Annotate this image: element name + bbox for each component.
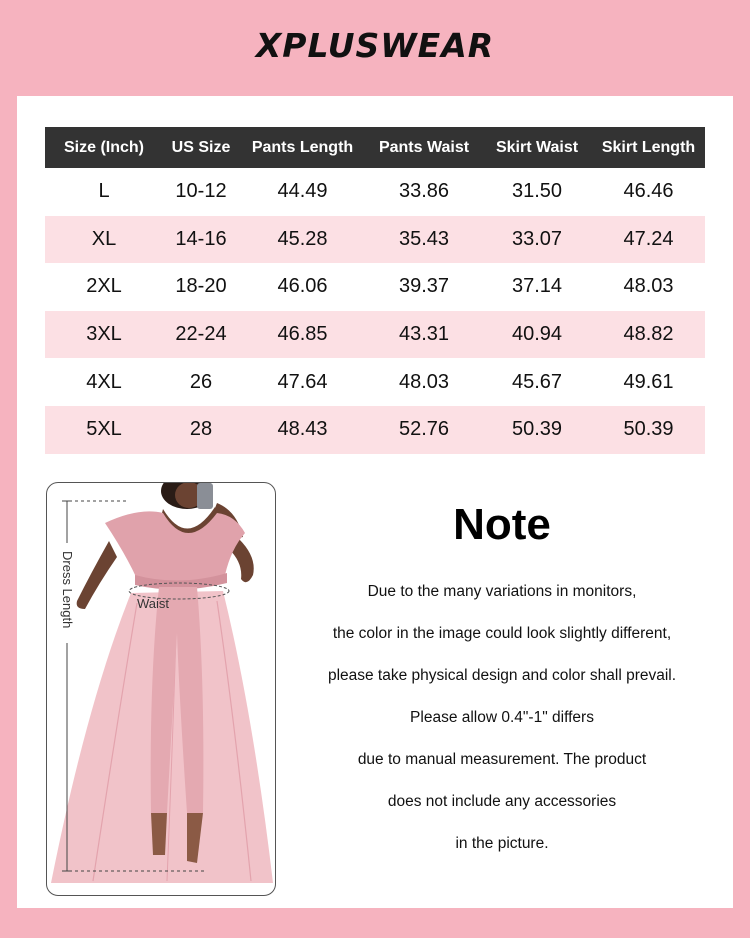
table-cell: 48.03 <box>398 370 450 393</box>
table-cell: 49.61 <box>623 370 674 393</box>
content-card <box>17 96 733 908</box>
phone-icon <box>197 483 213 509</box>
note-line: in the picture. <box>455 835 549 852</box>
note-line: due to manual measurement. The product <box>357 751 647 768</box>
table-cell: 26 <box>189 370 213 393</box>
table-cell: 35.43 <box>366 216 482 264</box>
table-header-row <box>45 127 705 168</box>
header-us-size: US Size <box>163 127 239 168</box>
note-title: Note <box>453 500 551 549</box>
table-cell: 47.24 <box>592 216 705 264</box>
header-pants-length: Pants Length <box>239 127 366 168</box>
dress-illustration <box>47 483 275 895</box>
table-row <box>45 406 705 454</box>
table-cell: 14-16 <box>163 216 239 264</box>
table-cell: 52.76 <box>366 406 482 454</box>
table-cell: 48.03 <box>623 275 674 298</box>
note-text <box>299 576 705 870</box>
left-foot <box>151 813 167 855</box>
table-cell: 50.39 <box>592 406 705 454</box>
header-skirt-length: Skirt Length <box>592 127 705 168</box>
table-cell: 31.50 <box>511 180 563 203</box>
table-cell: 46.85 <box>239 311 366 359</box>
table-cell: 46.06 <box>277 275 328 298</box>
waist-label: Waist <box>137 596 170 611</box>
table-cell: 3XL <box>45 311 163 359</box>
table-row <box>45 216 705 264</box>
table-cell: 44.49 <box>277 180 328 203</box>
brand-logo: XPLUSWEAR <box>255 26 495 65</box>
table-cell: 5XL <box>45 406 163 454</box>
note-line: Due to the many variations in monitors, <box>367 583 637 600</box>
table-cell: 50.39 <box>482 406 592 454</box>
table-cell: 4XL <box>86 370 122 393</box>
header-skirt-waist: Skirt Waist <box>482 127 592 168</box>
table-cell: 45.67 <box>511 370 563 393</box>
note-line: Please allow 0.4"-1" differs <box>410 709 594 726</box>
product-figure <box>46 482 276 896</box>
header-pants-waist: Pants Waist <box>366 127 482 168</box>
table-cell: 33.07 <box>482 216 592 264</box>
note-line: does not include any accessories <box>387 793 617 810</box>
table-row <box>45 263 705 311</box>
table-cell: 2XL <box>86 275 122 298</box>
table-cell: L <box>98 180 110 203</box>
size-chart-table <box>45 127 705 454</box>
table-cell: 33.86 <box>398 180 450 203</box>
dress-length-label: Dress Length <box>60 551 75 629</box>
table-cell: 40.94 <box>482 311 592 359</box>
table-cell: 45.28 <box>239 216 366 264</box>
table-cell: 43.31 <box>366 311 482 359</box>
bodice <box>105 511 245 582</box>
table-cell: 46.46 <box>623 180 674 203</box>
table-cell: 18-20 <box>175 275 227 298</box>
note-line: please take physical design and color shall prevail. <box>327 667 677 684</box>
table-cell: 22-24 <box>163 311 239 359</box>
table-cell: XL <box>45 216 163 264</box>
table-cell: 48.43 <box>239 406 366 454</box>
table-cell: 47.64 <box>277 370 328 393</box>
table-cell: 37.14 <box>511 275 563 298</box>
table-row <box>45 168 705 216</box>
table-cell: 39.37 <box>398 275 450 298</box>
left-arm <box>77 541 117 609</box>
table-row <box>45 311 705 359</box>
header-size: Size (Inch) <box>45 127 163 168</box>
table-cell: 48.82 <box>592 311 705 359</box>
note-line: the color in the image could look slightly different, <box>332 625 672 642</box>
table-row <box>45 358 705 406</box>
table-cell: 28 <box>163 406 239 454</box>
table-cell: 10-12 <box>175 180 227 203</box>
